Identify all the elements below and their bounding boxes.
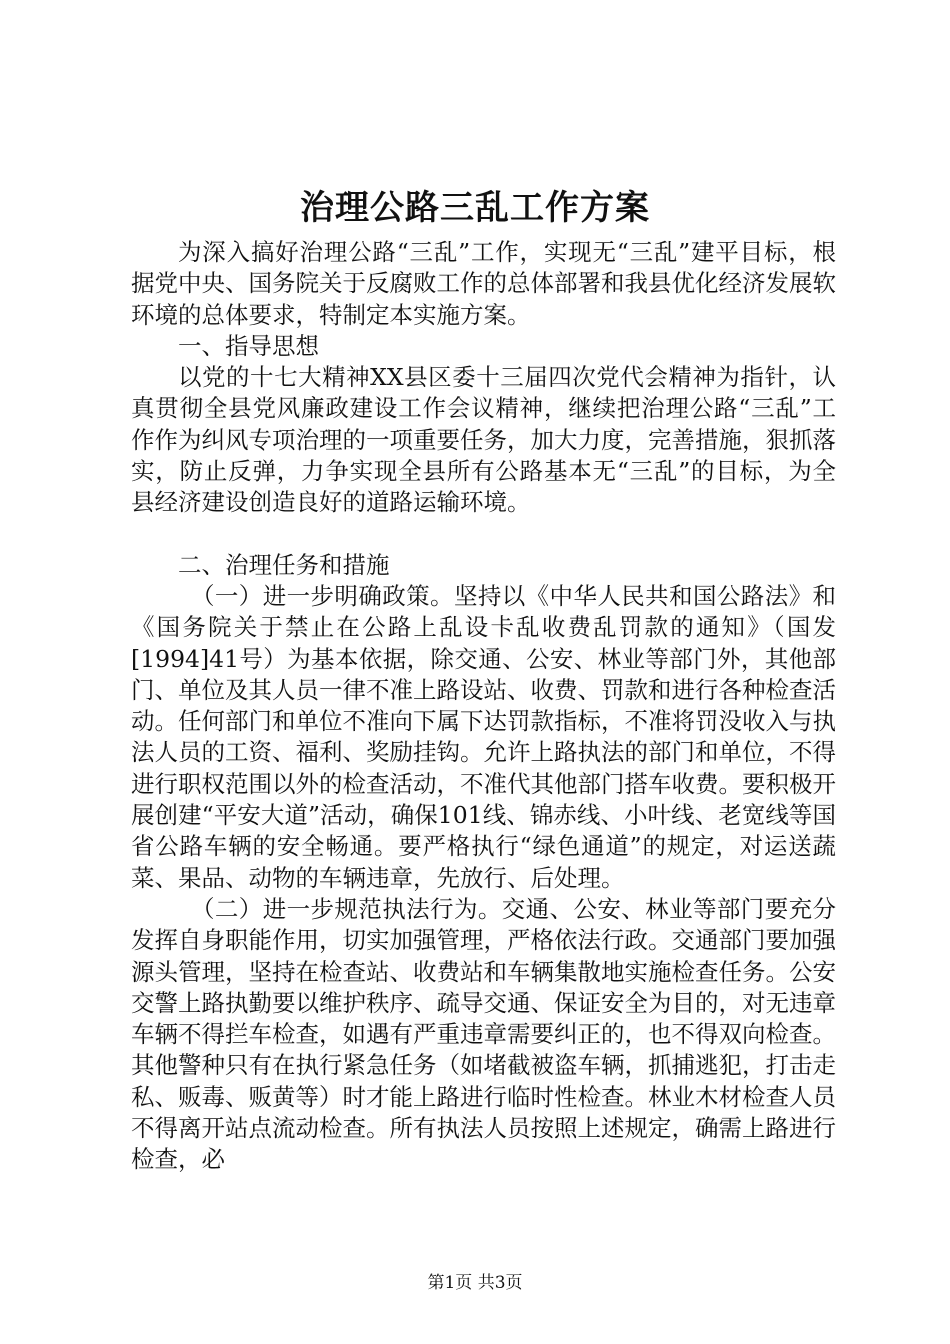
measure-item-1: （一）进一步明确政策。坚持以《中华人民共和国公路法》和《国务院关于禁止在公路上乱设卡乱收费乱罚款的通知》（国发[1994]41号）为基本依据，除交通、公安、林业等部门外，其他部门、单位及其人员一律不准上路设站、收费、罚款和进行各种检查活动。任何部门和单位不准向下属下达罚款指标，不准将罚没收入与执法人员的工资、福利、奖励挂钩。允许上路执法的部门和单位，不得进行职权范围以外的检查活动，不准代其他部门搭车收费。要积极开展创建“平安大道”活动，确保101线、锦赤线、小叶线、老宽线等国省公路车辆的安全畅通。要严格执行“绿色通道”的规定，对运送蔬菜、果品、动物的车辆违章，先放行、后处理。 [131,581,836,892]
paragraph-spacer [131,519,836,550]
measure-item-2: （二）进一步规范执法行为。交通、公安、林业等部门要充分发挥自身职能作用，切实加强管理，严格依法行政。交通部门要加强源头管理，坚持在检查站、收费站和车辆集散地实施检查任务。公安交警上路执勤要以维护秩序、疏导交通、保证安全为目的，对无违章车辆不得拦车检查，如遇有严重违章需要纠正的，也不得双向检查。其他警种只有在执行紧急任务（如堵截被盗车辆，抓捕逃犯，打击走私、贩毒、贩黄等）时才能上路进行临时性检查。林业木材检查人员不得离开站点流动检查。所有执法人员按照上述规定，确需上路进行检查，必 [131,894,836,1174]
section-heading-tasks-measures: 二、治理任务和措施 [178,550,390,579]
document-body [131,237,836,1176]
guiding-ideology-paragraph: 以党的十七大精神XX县区委十三届四次党代会精神为指针，认真贯彻全县党风廉政建设工作会议精神，继续把治理公路“三乱”工作作为纠风专项治理的一项重要任务，加大力度，完善措施，狠抓落实，防止反弹，力争实现全县所有公路基本无“三乱”的目标，为全县经济建设创造良好的道路运输环境。 [131,363,836,517]
page-number: 第1页 共3页 [427,1273,523,1293]
section-heading-guiding-ideology: 一、指导思想 [178,331,319,360]
document-title: 治理公路三乱工作方案 [300,188,650,228]
intro-paragraph: 为深入搞好治理公路“三乱”工作，实现无“三乱”建平目标，根据党中央、国务院关于反腐败工作的总体部署和我县优化经济发展软环境的总体要求，特制定本实施方案。 [131,238,836,329]
